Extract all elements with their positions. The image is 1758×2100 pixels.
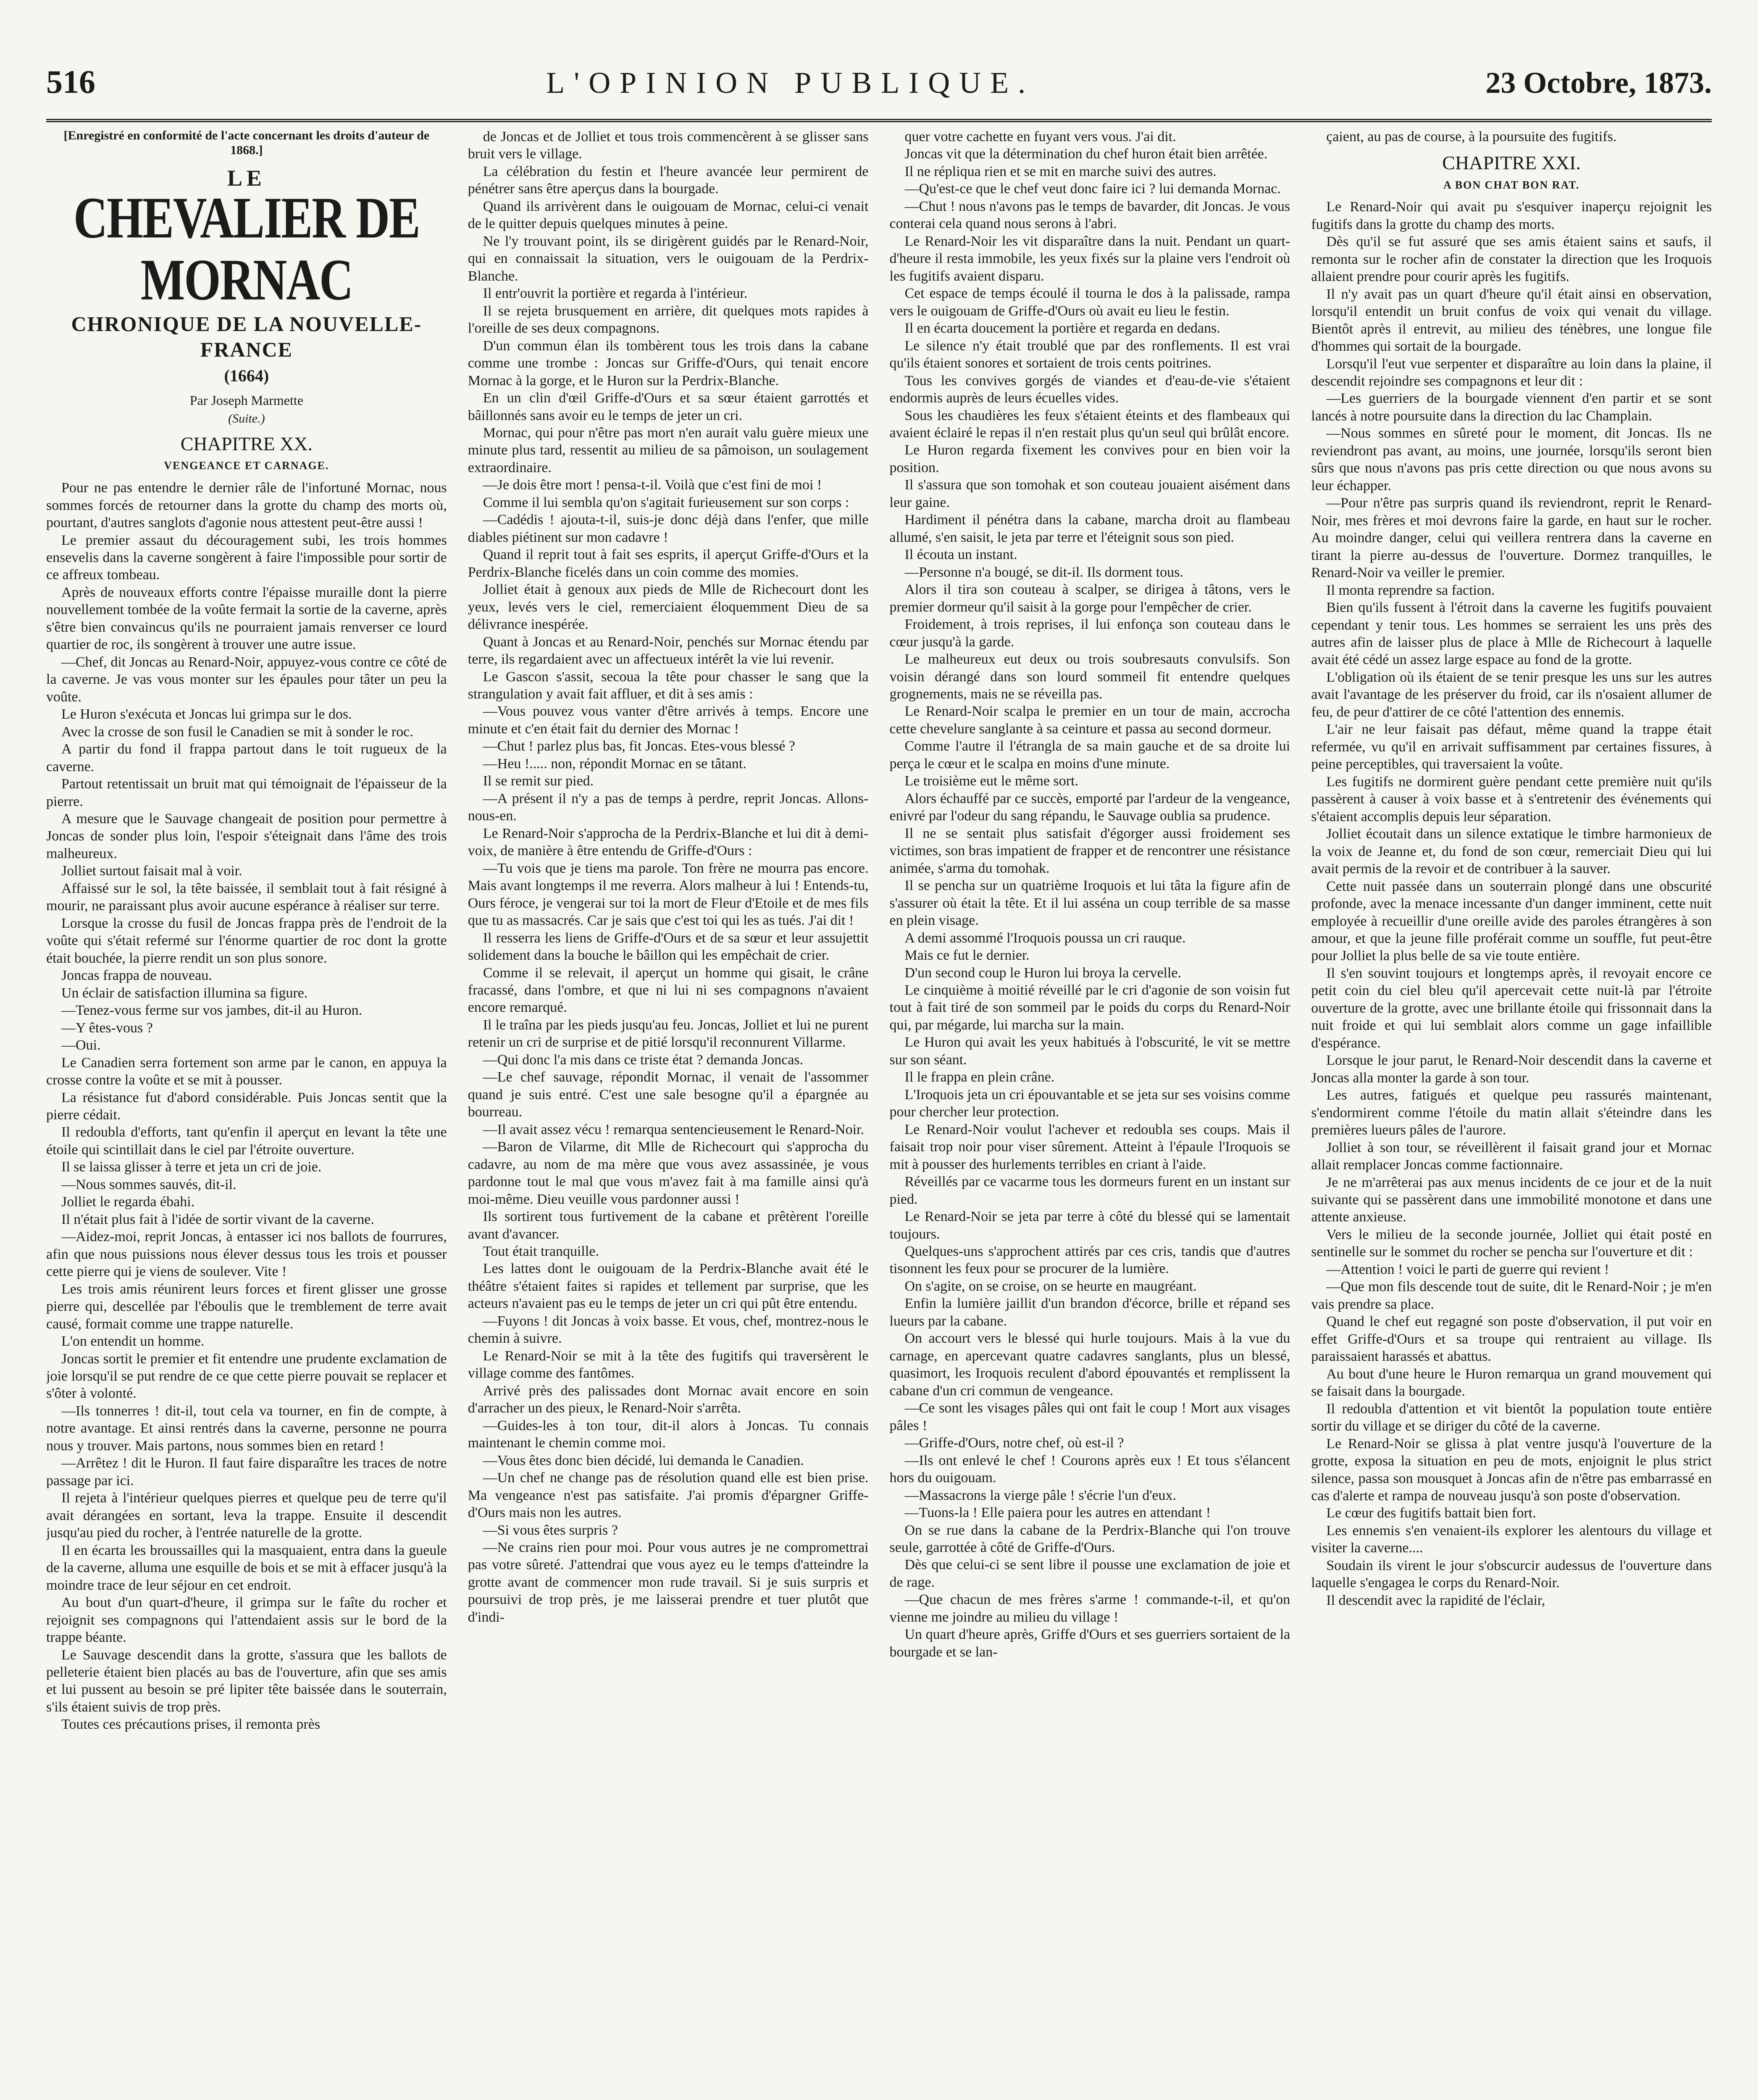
paragraph: Froidement, à trois reprises, il lui enfonça son couteau dans le cœur jusqu'à la garde.: [889, 617, 1290, 650]
paragraph: —Heu !..... non, répondit Mornac en se tâtant.: [483, 756, 746, 772]
paragraph: —Massacrons la vierge pâle ! s'écrie l'un d'eux.: [904, 1487, 1177, 1503]
paragraph: Réveillés par ce vacarme tous les dormeurs furent en un instant sur pied.: [889, 1174, 1290, 1207]
paragraph: Les autres, fatigués et quelque peu rassurés maintenant, s'endormirent comme l'étoile du matin allait s'éteindre dans les premières lueurs pâles de l'aurore.: [1311, 1087, 1712, 1138]
paragraph: Arrivé près des palissades dont Mornac avait encore en soin d'arracher un des pieux, le Renard-Noir s'arrêta.: [468, 1383, 869, 1416]
column-3-body: [890, 128, 1290, 1661]
paragraph: —Il avait assez vécu ! remarqua sentencieusement le Renard-Noir.: [483, 1121, 864, 1137]
paragraph: —Que mon fils descende tout de suite, dit le Renard-Noir ; je m'en vais prendre sa place.: [1311, 1279, 1712, 1312]
paragraph: Comme il se relevait, il aperçut un homme qui gisait, le crâne fracassé, dans l'ombre, et que ni lui ni ses compagnons n'avaient encore remarqué.: [468, 965, 869, 1016]
paragraph: Cette nuit passée dans un souterrain plongé dans une obscurité profonde, avec la menace incessante d'un danger imminent, cette nuit employée à recueillir d'une oreille avide des paroles étrangères à son amour, et que la jeune fille proférait comme un souffle, fut peut-être pour Jolliet la plus belle de sa vie toute entière.: [1311, 878, 1712, 964]
paragraph: —Fuyons ! dit Joncas à voix basse. Et vous, chef, montrez-nous le chemin à suivre.: [468, 1313, 869, 1347]
paragraph: Jolliet était à genoux aux pieds de Mlle de Richecourt dont les yeux, levés vers le ciel, remerciaient éloquemment Dieu de sa délivrance inespérée.: [468, 582, 869, 633]
paragraph: —Tenez-vous ferme sur vos jambes, dit-il au Huron.: [61, 1003, 363, 1018]
paragraph: Les trois amis réunirent leurs forces et firent glisser une grosse pierre qui, descellée par l'éboulis que le tremblement de terre avait causé, formait comme une trappe naturelle.: [46, 1281, 447, 1332]
paragraph: Jolliet le regarda ébahi.: [61, 1194, 195, 1210]
chapter-subtitle-2: A BON CHAT BON RAT.: [1443, 178, 1580, 191]
paragraph: On accourt vers le blessé qui hurle toujours. Mais à la vue du carnage, en apercevant quatre cadavres sanglants, plus un blessé, quasimort, les Iroquois reculent d'abord épouvantés et remplissent la cabane d'un cri commun de vengeance.: [889, 1331, 1290, 1399]
column-2: [468, 128, 869, 2100]
paragraph: Il ne répliqua rien et se mit en marche suivi des autres.: [904, 163, 1217, 179]
paragraph: —Oui.: [61, 1037, 101, 1053]
paragraph: Il écouta un instant.: [904, 547, 1017, 563]
paragraph: Dès que celui-ci se sent libre il pousse une exclamation de joie et de rage.: [889, 1557, 1290, 1590]
paragraph: Dès qu'il se fut assuré que ses amis étaient sains et saufs, il remonta sur le rocher afin de constater la direction que les Iroquois allaient prendre pour courir après les fugitifs.: [1311, 234, 1712, 285]
paragraph: Il se remit sur pied.: [483, 773, 594, 789]
paragraph: Il rejeta à l'intérieur quelques pierres et quelque peu de terre qu'il avait dérangées en sortant, leva la trappe. Ensuite il descendit jusqu'au pied du rocher, à l'entrée naturelle de la grotte.: [46, 1490, 447, 1541]
column-4: [1311, 128, 1712, 2100]
paragraph: Il en écarta doucement la portière et regarda en dedans.: [904, 320, 1220, 336]
paragraph: A demi assommé l'Iroquois poussa un cri rauque.: [904, 930, 1186, 946]
paragraph: Quand ils arrivèrent dans le ouigouam de Mornac, celui-ci venait de le quitter depuis quelques minutes à peine.: [468, 198, 869, 232]
paragraph: Le Canadien serra fortement son arme par le canon, en appuya la crosse contre la voûte et se mit à pousser.: [46, 1055, 447, 1088]
paragraph: Partout retentissait un bruit mat qui témoignait de l'épaisseur de la pierre.: [46, 776, 447, 809]
paragraph: —Qu'est-ce que le chef veut donc faire ici ? lui demanda Mornac.: [904, 181, 1281, 197]
paragraph: Il se pencha sur un quatrième Iroquois et lui tâta la figure afin de s'assurer où était la tête. Et il lui asséna un coup terrible de sa masse en plein visage.: [889, 878, 1290, 929]
paragraph: Lorsque le jour parut, le Renard-Noir descendit dans la caverne et Joncas alla monter la garde à son tour.: [1311, 1053, 1712, 1086]
paragraph: Il resserra les liens de Griffe-d'Ours et de sa sœur et leur assujettit solidement dans la bouche le bâillon qui les empêchait de crier.: [468, 930, 869, 963]
paragraph: Il entr'ouvrit la portière et regarda à l'intérieur.: [483, 286, 748, 302]
paragraph: Quand il reprit tout à fait ses esprits, il aperçut Griffe-d'Ours et la Perdrix-Blanche ficelés dans un coin comme des momies.: [468, 547, 869, 580]
page-number: 516: [46, 63, 95, 100]
paragraph: Il se rejeta brusquement en arrière, dit quelques mots rapides à l'oreille de ses deux compagnons.: [468, 303, 869, 336]
paragraph: La résistance fut d'abord considérable. Puis Joncas sentit que la pierre cédait.: [46, 1089, 447, 1123]
paragraph: La célébration du festin et l'heure avancée leur permirent de pénétrer sans être aperçus dans la bourgade.: [468, 163, 869, 197]
paragraph: —Le chef sauvage, répondit Mornac, il venait de l'assommer quand je suis entré. C'est une sale besogne qu'il a épargnée au bourreau.: [468, 1069, 869, 1120]
paragraph: de Joncas et de Jolliet et tous trois commencèrent à se glisser sans bruit vers le village.: [468, 129, 869, 162]
serial-year: (1664): [224, 366, 269, 385]
paragraph: Un éclair de satisfaction illumina sa figure.: [61, 985, 308, 1001]
paragraph: Un quart d'heure après, Griffe d'Ours et ses guerriers sortaient de la bourgade et se lan-: [889, 1627, 1290, 1660]
paragraph: Le Renard-Noir les vit disparaître dans la nuit. Pendant un quart-d'heure il resta immobile, les yeux fixés sur la plaine vers l'endroit où les fugitifs avaient disparu.: [889, 233, 1290, 284]
paragraph: Il redoubla d'attention et vit bientôt la population toute entière sortir du village et se diriger du côté de la caverne.: [1311, 1401, 1712, 1434]
paragraph: —Griffe-d'Ours, notre chef, où est-il ?: [904, 1435, 1124, 1451]
paragraph: Avec la crosse de son fusil le Canadien se mit à sonder le roc.: [61, 724, 413, 740]
paragraph: Hardiment il pénétra dans la cabane, marcha droit au flambeau allumé, s'en saisit, le jeta par terre et l'éteignit sous son pied.: [889, 512, 1290, 545]
newspaper-title: L'OPINION PUBLIQUE.: [546, 66, 1035, 100]
paragraph: —Tu vois que je tiens ma parole. Ton frère ne mourra pas encore. Mais avant longtemps il me reverra. Alors malheur à lui ! Entends-tu, Ours féroce, je vengerai sur toi la mort de Fleur d'Etoile et de mes fils que tu as massacrés. Car je sais que c'est toi qui les as tués. J'ai dit !: [468, 860, 869, 929]
paragraph: D'un second coup le Huron lui broya la cervelle.: [904, 965, 1182, 981]
paragraph: Je ne m'arrêterai pas aux menus incidents de ce jour et de la nuit suivante qui se passèrent dans une immobilité monotone et dans une attente anxieuse.: [1311, 1174, 1712, 1225]
paragraph: Cet espace de temps écoulé il tourna le dos à la palissade, rampa vers le ouigouam de Griffe-d'Ours où avait eu lieu le festin.: [889, 286, 1290, 319]
paragraph: —Vous pouvez vous vanter d'être arrivés à temps. Encore une minute et c'en était fait du dernier des Mornac !: [468, 704, 869, 737]
serial-title: CHEVALIER DE MORNAC: [74, 185, 420, 312]
paragraph: Les lattes dont le ouigouam de la Perdrix-Blanche avait été le théâtre s'étaient faites si rapides et tellement par surprise, que les acteurs n'avaient pas eu le temps de jeter un cri qui pût être entendu.: [468, 1261, 869, 1312]
paragraph: —Pour n'être pas surpris quand ils reviendront, reprit le Renard-Noir, mes frères et moi devrons faire la garde, en haut sur le rocher. Au moindre danger, celui qui veillera rentrera dans la caverne en tirant la pierre au-dessus de l'ouverture. Dormez tranquilles, le Renard-Noir va veiller le premier.: [1311, 495, 1712, 581]
column-1: [46, 128, 447, 2100]
paragraph: Il descendit avec la rapidité de l'éclair,: [1326, 1592, 1545, 1608]
paragraph: Il se laissa glisser à terre et jeta un cri de joie.: [61, 1159, 322, 1175]
paragraph: —Ils tonnerres ! dit-il, tout cela va tourner, en fin de compte, à notre avantage. Et ainsi rentrés dans la caverne, personne ne pourra nous y trouver. Mais partons, nous sommes bien en retard !: [46, 1403, 447, 1454]
paragraph: Il n'y avait pas un quart d'heure qu'il était ainsi en observation, lorsqu'il entendit un bruit confus de voix qui venait du village. Bientôt après il entrevit, au milieu des ténèbres, une longue file d'hommes qui sortait de la bourgade.: [1311, 286, 1712, 354]
paragraph: —Y êtes-vous ?: [61, 1020, 153, 1036]
column-4-top: [1311, 128, 1712, 145]
paragraph: Au bout d'un quart-d'heure, il grimpa sur le faîte du rocher et rejoignit ses compagnons qui l'attendaient assis sur le bord de la trappe béante.: [46, 1595, 447, 1646]
paragraph: —Ils ont enlevé le chef ! Courons après eux ! Et tous s'élancent hors du ouigouam.: [889, 1452, 1290, 1486]
chapter-subtitle: VENGEANCE ET CARNAGE.: [164, 459, 329, 472]
paragraph: Quand le chef eut regagné son poste d'observation, il put voir en effet Griffe-d'Ours et sa troupe qui rentraient au village. Ils paraissaient harassés et abattus.: [1311, 1314, 1712, 1365]
issue-date: 23 Octobre, 1873.: [1485, 66, 1712, 100]
chapter-heading: CHAPITRE XX.: [180, 433, 313, 455]
paragraph: Mornac, qui pour n'être pas mort n'en aurait valu guère mieux une minute plus tard, ressentit au milieu de sa pâmoison, un soulagement extraordinaire.: [468, 425, 869, 475]
paragraph: Lorsqu'il l'eut vue serpenter et disparaître au loin dans la plaine, il descendit rejoindre ses compagnons et leur dit :: [1311, 356, 1712, 389]
paragraph: L'Iroquois jeta un cri épouvantable et se jeta sur ses voisins comme pour chercher leur protection.: [889, 1087, 1290, 1120]
paragraph: Après de nouveaux efforts contre l'épaisse muraille dont la pierre nouvellement tombée de la voûte fermait la sortie de la caverne, après s'être bien convaincus qu'ils ne pourraient jamais renverser ce lourd quartier de roc, ils songèrent à trouver une autre issue.: [46, 584, 447, 653]
paragraph: Il s'en souvint toujours et longtemps après, il revoyait encore ce petit coin du ciel bleu qu'il apercevait cette nuit-là par l'étroite ouverture de la grotte, avec une brillante étoile qui frissonnait dans la nuit froide et qui lui semblait alors comme un gage infaillible d'espérance.: [1311, 965, 1712, 1051]
paragraph: Ne l'y trouvant point, ils se dirigèrent guidés par le Renard-Noir, qui en connaissait la situation, vers le ouigouam de la Perdrix-Blanche.: [468, 233, 869, 284]
paragraph: —Que chacun de mes frères s'arme ! commande-t-il, et qu'on vienne me joindre au milieu du village !: [889, 1592, 1290, 1625]
paragraph: L'air ne leur faisait pas défaut, même quand la trappe était refermée, vu qu'il en arrivait suffisamment par certaines fissures, à peine perceptibles, qui traversaient la voûte.: [1311, 722, 1712, 772]
paragraph: Il redoubla d'efforts, tant qu'enfin il aperçut en levant la tête une étoile qui scintillait dans le ciel par l'étroite ouverture.: [46, 1124, 447, 1158]
paragraph: On se rue dans la cabane de la Perdrix-Blanche qui l'on trouve seule, garrottée à côté de Griffe-d'Ours.: [889, 1522, 1290, 1555]
paragraph: —Chut ! nous n'avons pas le temps de bavarder, dit Joncas. Je vous conterai cela quand nous serons à l'abri.: [889, 198, 1290, 232]
paragraph: Ils sortirent tous furtivement de la cabane et prêtèrent l'oreille avant d'avancer.: [468, 1209, 869, 1242]
paragraph: A mesure que le Sauvage changeait de position pour permettre à Joncas de sonder plus loin, l'espoir s'éteignait dans l'âme des trois malheureux.: [46, 811, 447, 861]
paragraph: Le cinquième à moitié réveillé par le cri d'agonie de son voisin fut tout à fait tiré de son sommeil par le poids du corps du Renard-Noir qui, par mégarde, lui marcha sur la main.: [889, 982, 1290, 1033]
paragraph: —Si vous êtes surpris ?: [483, 1522, 618, 1538]
column-1-body: [46, 479, 447, 1733]
paragraph: Les ennemis s'en venaient-ils explorer les alentours du village et visiter la caverne....: [1311, 1522, 1712, 1556]
paragraph: Le Renard-Noir scalpa le premier en un tour de main, accrocha cette chevelure sanglante à sa ceinture et passa au second dormeur.: [889, 704, 1290, 737]
paragraph: Vers le milieu de la seconde journée, Jolliet qui était posté en sentinelle sur le sommet du rocher se pencha sur l'ouverture et dit :: [1311, 1226, 1712, 1260]
paragraph: Il en écarta les broussailles qui la masquaient, entra dans la gueule de la caverne, alluma une esquille de bois et se mit à effacer jusqu'à la moindre trace de leur séjour en cet endroit.: [46, 1542, 447, 1593]
paragraph: —Baron de Vilarme, dit Mlle de Richecourt qui s'approcha du cadavre, au nom de ma mère que vous avez assassinée, je vous pardonne tout le mal que vous m'avez fait à ma famille ainsi qu'à moi-même. Dieu veuille vous pardonner aussi !: [468, 1139, 869, 1207]
paragraph: —Nous sommes sauvés, dit-il.: [61, 1176, 237, 1192]
paragraph: Jolliet surtout faisait mal à voir.: [61, 863, 242, 879]
serial-subtitle: CHRONIQUE DE LA NOUVELLE-FRANCE: [71, 312, 422, 361]
paragraph: Le Renard-Noir se glissa à plat ventre jusqu'à l'ouverture de la grotte, exposa la situation en peu de mots, enjoignit le plus strict silence, passa son mousquet à Joncas afin de n'être pas embarrassé en cas d'alerte et rampa de nouveau jusqu'à son poste d'observation.: [1311, 1436, 1712, 1504]
paragraph: Quelques-uns s'approchent attirés par ces cris, tandis que d'autres tisonnent les feux pour se procurer de la lumière.: [889, 1244, 1290, 1277]
paragraph: Enfin la lumière jaillit d'un brandon d'écorce, brille et répand ses lueurs par la cabane.: [889, 1296, 1290, 1329]
paragraph: Lorsque la crosse du fusil de Joncas frappa près de l'endroit de la voûte qui s'était refermé sur l'énorme quartier de roc dont la grotte était bouchée, la pierre rendit un son plus sonore.: [46, 915, 447, 966]
paragraph: Les fugitifs ne dormirent guère pendant cette première nuit qu'ils passèrent à causer à voix basse et à s'entretenir des événements qui s'étaient accomplis depuis leur séparation.: [1311, 774, 1712, 824]
paragraph: Il ne se sentait plus satisfait d'égorger aussi froidement ses victimes, son bras impatient de frapper et de rencontrer une résistance animée, s'arma du tomohak.: [889, 825, 1290, 876]
paragraph: —Un chef ne change pas de résolution quand elle est bien prise. Ma vengeance n'est pas satisfaite. J'ai promis d'épargner Griffe-d'Ours mais non les autres.: [468, 1470, 869, 1521]
paragraph: Le premier assaut du découragement subi, les trois hommes ensevelis dans la caverne songèrent à faire l'impossible pour sortir de ce affreux tombeau.: [46, 532, 447, 583]
paragraph: Le troisième eut le même sort.: [904, 773, 1079, 789]
paragraph: Le Renard-Noir voulut l'achever et redoubla ses coups. Mais il faisait trop noir pour viser sûrement. Atteint à l'épaule l'Iroquois se mit à pousser des hurlements terribles en criant à l'aide.: [889, 1121, 1290, 1172]
paragraph: Comme l'autre il l'étrangla de sa main gauche et de sa droite lui perça le cœur et le scalpa en moins d'une minute.: [889, 738, 1290, 772]
paragraph: Joncas frappa de nouveau.: [61, 968, 212, 984]
paragraph: Bien qu'ils fussent à l'étroit dans la caverne les fugitifs pouvaient cependant y tenir tous. Les hommes se serraient les uns près des autres afin de laisser plus de place à Mlle de Richecourt à laquelle avait été cédé un assez large espace au fond de la grotte.: [1311, 600, 1712, 668]
paragraph: Quant à Joncas et au Renard-Noir, penchés sur Mornac étendu par terre, ils regardaient avec un affectueux intérêt la vie lui revenir.: [468, 634, 869, 667]
paragraph: Le Gascon s'assit, secoua la tête pour chasser le sang que la strangulation y avait fait affluer, et dit à ses amis :: [468, 669, 869, 702]
paragraph: —Ce sont les visages pâles qui ont fait le coup ! Mort aux visages pâles !: [889, 1400, 1290, 1433]
paragraph: Jolliet à son tour, se réveillèrent il faisait grand jour et Mornac allait remplacer Joncas comme factionnaire.: [1311, 1139, 1712, 1173]
paragraph: On s'agite, on se croise, on se heurte en maugréant.: [904, 1278, 1197, 1294]
serial-article: LE: [227, 165, 266, 191]
paragraph: En un clin d'œil Griffe-d'Ours et sa sœur étaient garrottés et bâillonnés sans avoir eu le temps de jeter un cri.: [468, 390, 869, 423]
paragraph: Le malheureux eut deux ou trois soubresauts convulsifs. Son voisin dérangé dans son lourd sommeil fit entendre quelques grognements, mais ne se réveilla pas.: [889, 651, 1290, 702]
paragraph: Le Sauvage descendit dans la grotte, s'assura que les ballots de pelleterie étaient bien placés au bas de l'ouverture, afin que ses amis et lui pussent au besoin se pré lipiter tête baissée dans le souterrain, s'ils étaient suivis de trop près.: [46, 1647, 447, 1715]
chapter-heading-2: CHAPITRE XXI.: [1442, 152, 1581, 174]
columns: [46, 128, 1712, 2100]
paragraph: —Guides-les à ton tour, dit-il alors à Joncas. Tu connais maintenant le chemin comme moi.: [468, 1418, 869, 1451]
paragraph: Le Renard-Noir se jeta par terre à côté du blessé qui se lamentait toujours.: [889, 1209, 1290, 1242]
paragraph: Joncas sortit le premier et fit entendre une prudente exclamation de joie lorsqu'il se put rendre de ce que cette pierre pouvait se replacer et s'ôter à volonté.: [46, 1351, 447, 1402]
paragraph: Le Huron s'exécuta et Joncas lui grimpa sur le dos.: [61, 706, 352, 722]
paragraph: Le Renard-Noir qui avait pu s'esquiver inaperçu rejoignit les fugitifs dans la grotte du champ des morts.: [1311, 199, 1712, 232]
paragraph: —Attention ! voici le parti de guerre qui revient !: [1326, 1261, 1609, 1277]
paragraph: Alors il tira son couteau à scalper, se dirigea à tâtons, vers le premier dormeur qu'il saisit à la gorge pour l'empêcher de crier.: [889, 582, 1290, 615]
paragraph: Le Huron qui avait les yeux habitués à l'obscurité, le vit se mettre sur son séant.: [889, 1034, 1290, 1068]
page-header: [46, 63, 1712, 113]
paragraph: —Arrêtez ! dit le Huron. Il faut faire disparaître les traces de notre passage par ici.: [46, 1455, 447, 1488]
paragraph: Au bout d'une heure le Huron remarqua un grand mouvement qui se faisait dans la bourgade.: [1311, 1366, 1712, 1399]
column-4-body: [1311, 198, 1712, 1609]
paragraph: —Chut ! parlez plus bas, fit Joncas. Etes-vous blessé ?: [483, 738, 795, 754]
paragraph: A partir du fond il frappa partout dans le toit rugueux de la caverne.: [46, 741, 447, 774]
paragraph: Le Renard-Noir se mit à la tête des fugitifs qui traversèrent le village comme des fantômes.: [468, 1348, 869, 1381]
paragraph: Sous les chaudières les feux s'étaient éteints et des flambeaux qui avaient éclairé le repas il n'en restait plus qu'un seul qui brûlât encore.: [889, 407, 1290, 441]
paragraph: —Ne crains rien pour moi. Pour vous autres je ne compromettrai pas votre sûreté. J'attendrai que vous ayez eu le temps d'atteindre la grotte avant de commencer mon rude travail. Si je suis surpris et poursuivi de trop près, je me laisserai prendre et tuer plutôt que d'indi-: [468, 1539, 869, 1625]
paragraph: —Qui donc l'a mis dans ce triste état ? demanda Joncas.: [483, 1052, 804, 1068]
paragraph: Mais ce fut le dernier.: [904, 948, 1030, 963]
paragraph: Il s'assura que son tomohak et son couteau jouaient aisément dans leur gaine.: [889, 477, 1290, 510]
paragraph: L'obligation où ils étaient de se tenir presque les uns sur les autres avait l'avantage de les préserver du froid, car ils n'osaient allumer de feu, de peur d'attirer de ce côté l'attention des ennemis.: [1311, 669, 1712, 720]
paragraph: quer votre cachette en fuyant vers vous. J'ai dit.: [904, 129, 1176, 144]
paragraph: Tous les convives gorgés de viandes et d'eau-de-vie s'étaient endormis auprès de leurs écuelles vides.: [889, 373, 1290, 406]
paragraph: Il le traîna par les pieds jusqu'au feu. Joncas, Jolliet et lui ne purent retenir un cri de surprise et de pitié lorsqu'il reconnurent Villarme.: [468, 1017, 869, 1050]
paragraph: —Vous êtes donc bien décidé, lui demanda le Canadien.: [483, 1452, 804, 1468]
paragraph: —Je dois être mort ! pensa-t-il. Voilà que c'est fini de moi !: [483, 477, 822, 493]
paragraph: Le Huron regarda fixement les convives pour en bien voir la position.: [889, 442, 1290, 475]
copyright-notice: [Enregistré en conformité de l'acte concernant les droits d'auteur de 1868.]: [63, 129, 430, 158]
paragraph: L'on entendit un homme.: [61, 1334, 205, 1349]
paragraph: Joncas vit que la détermination du chef huron était bien arrêtée.: [904, 146, 1268, 162]
paragraph: Le Renard-Noir s'approcha de la Perdrix-Blanche et lui dit à demi-voix, de manière à être entendu de Griffe-d'Ours :: [468, 825, 869, 859]
paragraph: Jolliet écoutait dans un silence extatique le timbre harmonieux de la voix de Jeanne et, du fond de son cœur, remerciait Dieu qui lui avait permis de la revoir et de contribuer à la sauver.: [1311, 826, 1712, 877]
paragraph: —Cadédis ! ajouta-t-il, suis-je donc déjà dans l'enfer, que mille diables piétinent sur mon cadavre !: [468, 512, 869, 545]
paragraph: Tout était tranquille.: [483, 1244, 599, 1259]
paragraph: —Personne n'a bougé, se dit-il. Ils dorment tous.: [904, 564, 1183, 580]
paragraph: çaient, au pas de course, à la poursuite des fugitifs.: [1326, 129, 1617, 144]
paragraph: Pour ne pas entendre le dernier râle de l'infortuné Mornac, nous sommes forcés de retourner dans la grotte du champ des morts où, pourtant, d'autres sanglots d'agonie nous attestent peut-être aussi !: [46, 480, 447, 531]
paragraph: Soudain ils virent le jour s'obscurcir audessus de l'ouverture dans laquelle s'engagea le corps du Renard-Noir.: [1311, 1557, 1712, 1591]
paragraph: Il le frappa en plein crâne.: [904, 1069, 1055, 1085]
paragraph: Alors échauffé par ce succès, emporté par l'ardeur de la vengeance, enivré par l'odeur du sang répandu, le Sauvage oublia sa prudence.: [889, 790, 1290, 824]
serial-author: Par Joseph Marmette: [189, 392, 303, 408]
paragraph: —Les guerriers de la bourgade viennent d'en partir et se sont lancés à notre poursuite dans la direction du lac Champlain.: [1311, 391, 1712, 424]
paragraph: —Aidez-moi, reprit Joncas, à entasser ici nos ballots de fourrures, afin que nous puissions nous élever dessus tous les trois et pousser cette pierre qui je viens de soulever. Vite !: [46, 1229, 447, 1280]
paragraph: Affaissé sur le sol, la tête baissée, il semblait tout à fait résigné à mourir, ne paraissant plus avoir aucune espérance à réaliser sur terre.: [46, 880, 447, 914]
column-3: [890, 128, 1290, 2100]
paragraph: —Tuons-la ! Elle paiera pour les autres en attendant !: [904, 1505, 1211, 1521]
continued-note: (Suite.): [228, 411, 265, 425]
paragraph: Le cœur des fugitifs battait bien fort.: [1326, 1505, 1536, 1521]
paragraph: Toutes ces précautions prises, il remonta près: [61, 1717, 321, 1732]
paragraph: —Chef, dit Joncas au Renard-Noir, appuyez-vous contre ce côté de la caverne. Je vas vous monter sur les épaules pour tâter un peu la voûte.: [46, 654, 447, 705]
paragraph: Comme il lui sembla qu'on s'agitait furieusement sur son corps :: [483, 494, 849, 510]
paragraph: —A présent il n'y a pas de temps à perdre, reprit Joncas. Allons-nous-en.: [468, 790, 869, 824]
paragraph: —Nous sommes en sûreté pour le moment, dit Joncas. Ils ne reviendront pas avant, au moins, une journée, lorsqu'ils seront bien sûrs que nous n'avons pas pris cette direction ou que nous avons su leur échapper.: [1311, 425, 1712, 494]
paragraph: Le silence n'y était troublé que par des ronflements. Il est vrai qu'ils étaient sonores et sortaient de trois cents poitrines.: [889, 338, 1290, 371]
paragraph: Il n'était plus fait à l'idée de sortir vivant de la caverne.: [61, 1211, 374, 1227]
header-rule: [46, 119, 1712, 122]
column-2-body: [468, 128, 869, 1626]
paragraph: Il monta reprendre sa faction.: [1326, 582, 1495, 598]
paragraph: D'un commun élan ils tombèrent tous les trois dans la cabane comme une trombe : Joncas sur Griffe-d'Ours, qui tenait encore Mornac à la gorge, et le Huron sur la Perdrix-Blanche.: [468, 338, 869, 388]
